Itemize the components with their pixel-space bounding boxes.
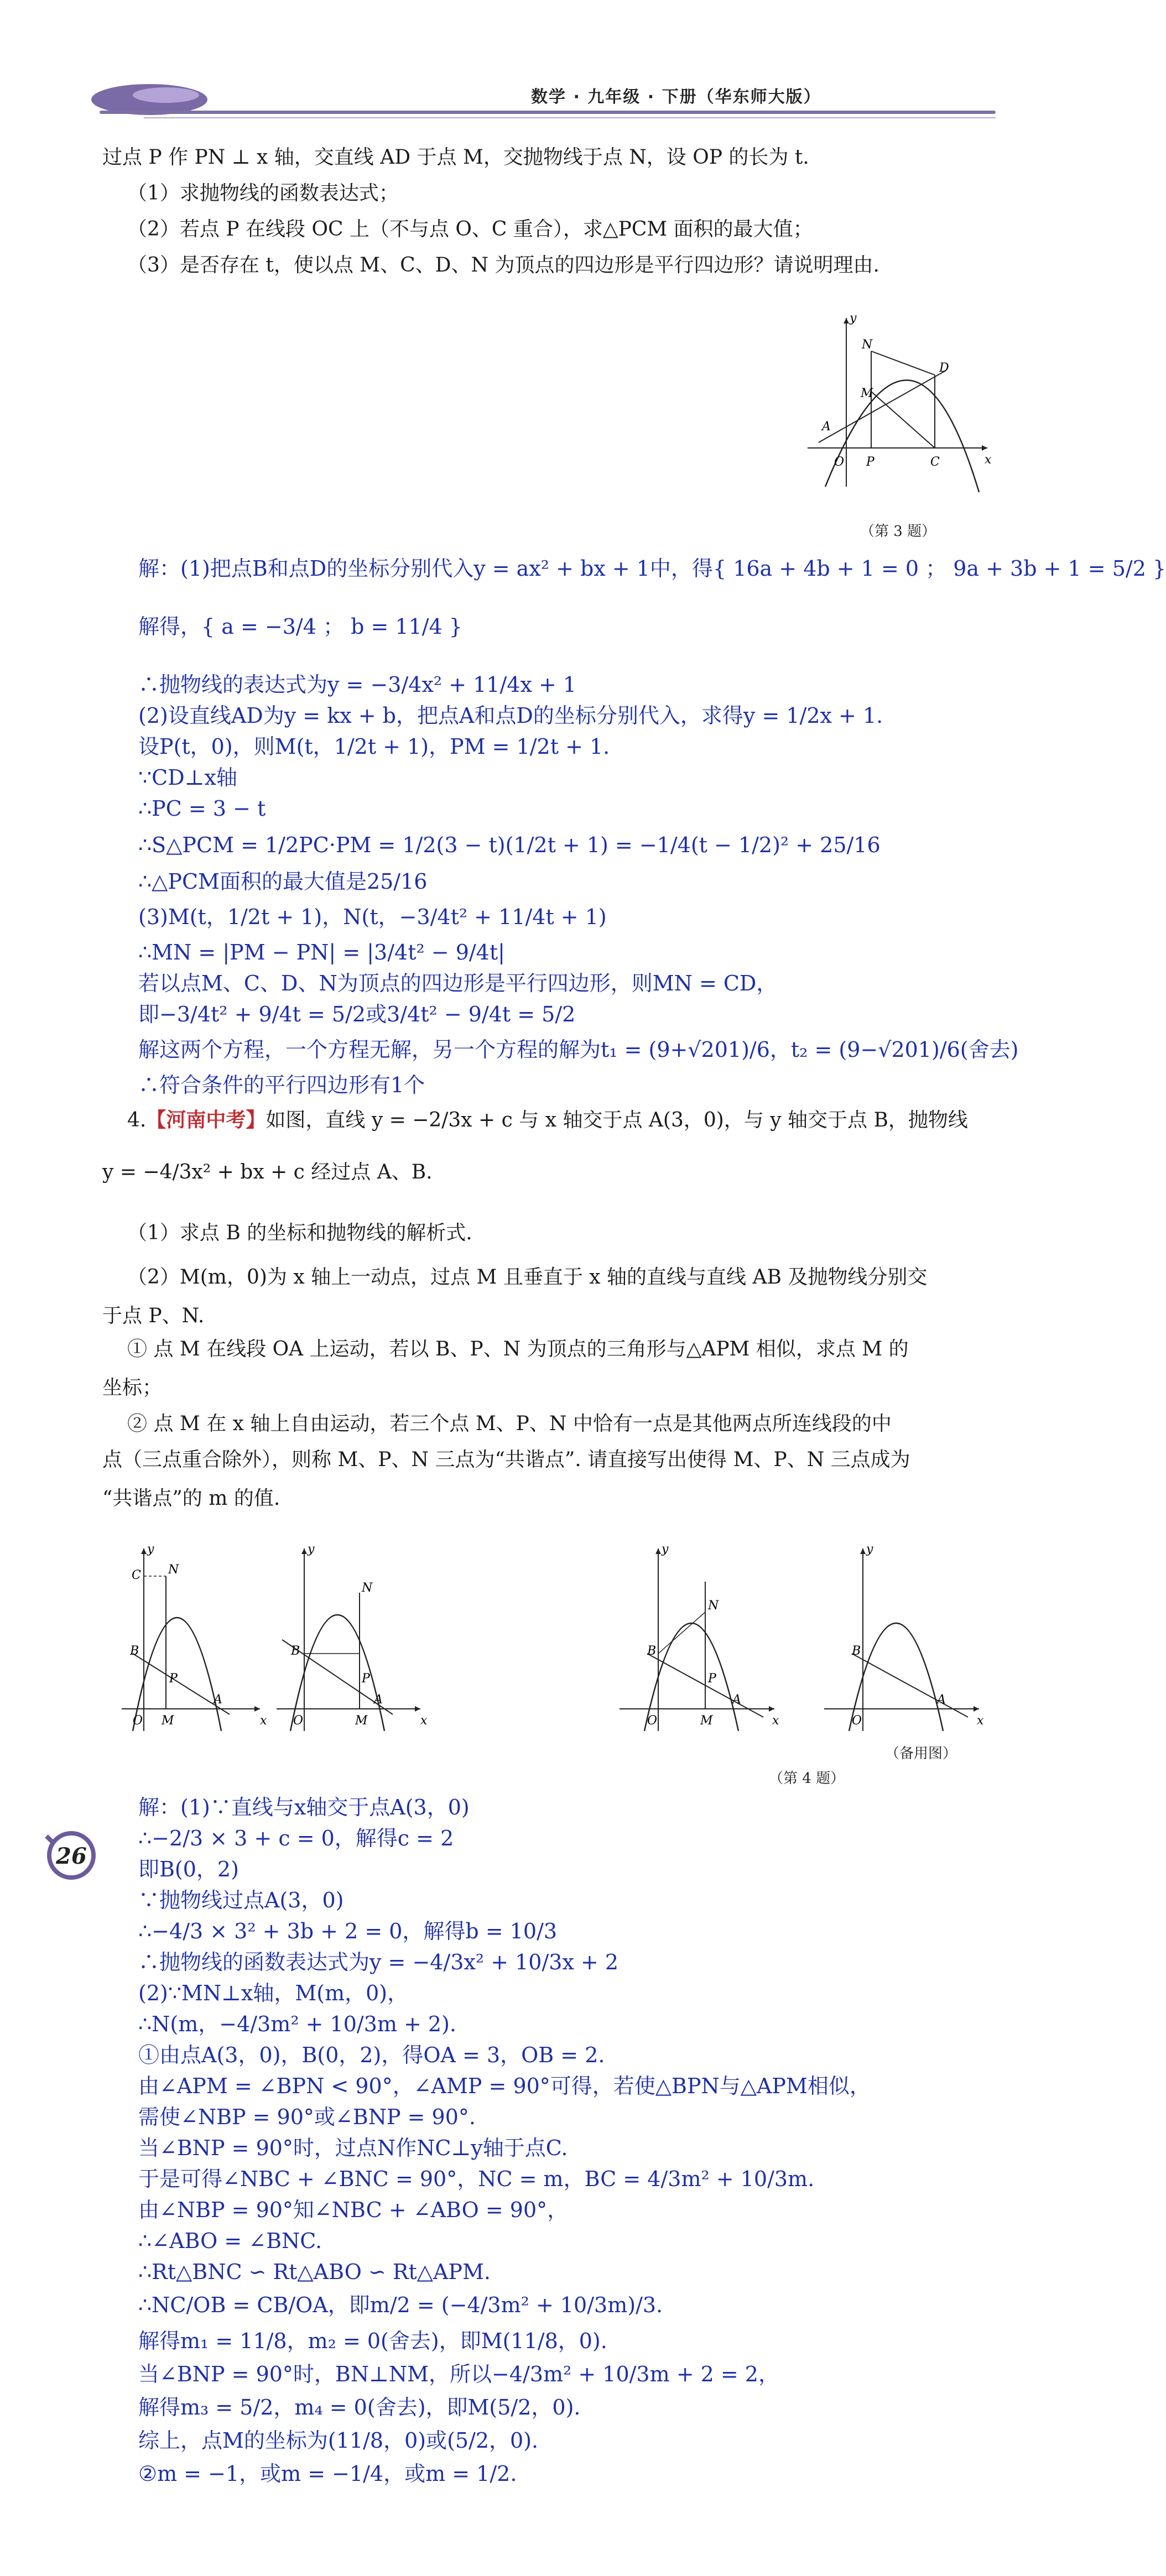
fig3-label-n: N xyxy=(862,338,873,352)
fig3-label-x: x xyxy=(985,453,992,467)
solution3-line: 若以点M、C、D、N为顶点的四边形是平行四边形，则MN = CD， xyxy=(138,971,778,995)
fig3-label-y: y xyxy=(850,311,857,325)
svg-text:y: y xyxy=(308,1542,315,1556)
problem4-q2a: （2）M(m，0)为 x 轴上一动点，过点 M 且垂直于 x 轴的直线与直线 AB 及抛物线分别交 xyxy=(127,1266,928,1289)
problem4-figure-3 xyxy=(608,1537,785,1737)
solution4-line: 于是可得∠NBC + ∠BNC = 90°，NC = m，BC = 4/3m² + 10/3m. xyxy=(138,2167,815,2191)
solution3-line: 设P(t，0)，则M(t，1/2t + 1)，PM = 1/2t + 1. xyxy=(138,734,610,759)
svg-text:y: y xyxy=(866,1542,873,1556)
svg-text:O: O xyxy=(647,1714,658,1728)
solution4-line: ∴NC/OB = CB/OA，即m/2 = (−4/3m² + 10/3m)/3. xyxy=(138,2293,663,2317)
svg-text:M: M xyxy=(355,1714,368,1728)
solution3-line: ∴符合条件的平行四边形有1个 xyxy=(138,1073,425,1097)
solution4-line: ①由点A(3，0)，B(0，2)，得OA = 3，OB = 2. xyxy=(138,2043,605,2067)
solution4-line: ∴抛物线的函数表达式为y = −4/3x² + 10/3x + 2 xyxy=(138,1950,619,1974)
problem4-q1: （1）求点 B 的坐标和抛物线的解析式. xyxy=(127,1222,472,1244)
solution4-line: ∴Rt△BNC ∽ Rt△ABO ∽ Rt△APM. xyxy=(138,2260,491,2284)
solution3-line: ∴S△PCM = 1/2PC·PM = 1/2(3 − t)(1/2t + 1) = −1/4(t − 1/2)² + 25/16 xyxy=(138,833,881,857)
svg-text:B: B xyxy=(852,1644,861,1658)
fig3-label-p: P xyxy=(866,455,874,469)
solution4-line: 解得m₃ = 5/2，m₄ = 0(舍去)，即M(5/2，0). xyxy=(138,2395,581,2419)
svg-text:B: B xyxy=(130,1644,139,1658)
problem4-spare-caption: （备用图） xyxy=(885,1745,957,1762)
fig3-label-c: C xyxy=(930,455,940,469)
svg-text:O: O xyxy=(852,1714,862,1728)
svg-text:x: x xyxy=(420,1714,428,1728)
svg-text:N: N xyxy=(362,1581,373,1595)
solution4-line: 由∠APM = ∠BPN < 90°，∠AMP = 90°可得，若使△BPN与△APM相似， xyxy=(138,2074,871,2098)
solution4-line: 综上，点M的坐标为(11/8，0)或(5/2，0). xyxy=(138,2428,539,2453)
svg-text:A: A xyxy=(374,1693,383,1707)
svg-text:O: O xyxy=(133,1714,143,1728)
svg-text:B: B xyxy=(291,1644,300,1658)
svg-text:N: N xyxy=(708,1599,719,1613)
solution4-line: ∴N(m，−4/3m² + 10/3m + 2). xyxy=(138,2012,456,2036)
solution4-line: 当∠BNP = 90°时，BN⊥NM，所以−4/3m² + 10/3m + 2 = 2， xyxy=(138,2362,779,2386)
solution4-line: (2)∵MN⊥x轴，M(m，0)， xyxy=(138,1981,409,2005)
solution4-line: 解：(1)∵直线与x轴交于点A(3，0) xyxy=(138,1795,470,1819)
problem3-figure xyxy=(797,310,996,492)
problem3-figure-caption: （第 3 题） xyxy=(860,523,936,540)
solution3-line: ∴PC = 3 − t xyxy=(138,796,266,821)
problem4-stem1: 如图，直线 y = −2/3x + c 与 x 轴交于点 A(3，0)，与 y 轴交于点 B，抛物线 xyxy=(266,1109,968,1131)
problem4-figure-1 xyxy=(111,1537,277,1737)
svg-text:B: B xyxy=(647,1644,657,1658)
svg-text:P: P xyxy=(362,1672,370,1686)
fig3-label-d: D xyxy=(939,361,949,375)
svg-text:C: C xyxy=(132,1568,141,1582)
problem3-stem: 过点 P 作 PN ⊥ x 轴，交直线 AD 于点 M，交抛物线于点 N，设 OP 的长为 t. xyxy=(102,146,809,169)
problem4-sub2c: “共谐点”的 m 的值. xyxy=(102,1487,280,1510)
svg-text:P: P xyxy=(708,1672,716,1686)
solution4-line: 即B(0，2) xyxy=(138,1857,239,1881)
svg-text:P: P xyxy=(169,1672,178,1686)
problem4-figure-caption: （第 4 题） xyxy=(769,1770,845,1787)
svg-text:y: y xyxy=(147,1542,154,1556)
problem3-q3: （3）是否存在 t，使以点 M、C、D、N 为顶点的四边形是平行四边形？请说明理由. xyxy=(127,254,879,277)
solution4-line: ∵抛物线过点A(3，0) xyxy=(138,1888,344,1912)
solution3-line: 解：(1)把点B和点D的坐标分别代入y = ax² + bx + 1中，得{ 16a + 4b + 1 = 0 ； 9a + 3b + 1 = 5/2 } xyxy=(138,556,1166,581)
problem4-stem-line1 xyxy=(127,1103,968,1137)
svg-text:x: x xyxy=(260,1714,267,1728)
solution4-line: 需使∠NBP = 90°或∠BNP = 90°. xyxy=(138,2105,476,2129)
solution4-line: ②m = −1，或m = −1/4，或m = 1/2. xyxy=(138,2462,517,2486)
problem4-number: 4. xyxy=(127,1109,147,1131)
problem4-stem2: y = −4/3x² + bx + c 经过点 A、B. xyxy=(102,1161,433,1183)
solution4-line: 解得m₁ = 11/8，m₂ = 0(舍去)，即M(11/8，0). xyxy=(138,2329,607,2353)
problem3-q2: （2）若点 P 在线段 OC 上（不与点 O、C 重合），求△PCM 面积的最大值； xyxy=(127,218,813,241)
solution3-line: ∴MN = |PM − PN| = |3/4t² − 9/4t| xyxy=(138,940,505,964)
solution4-line: 当∠BNP = 90°时，过点N作NC⊥y轴于点C. xyxy=(138,2136,568,2160)
svg-text:A: A xyxy=(732,1693,741,1707)
header-title: 数学 · 九年级 · 下册（华东师大版） xyxy=(531,87,821,107)
page-number: 26 xyxy=(56,1843,87,1869)
problem4-sub1b: 坐标； xyxy=(102,1376,163,1399)
svg-text:x: x xyxy=(977,1714,984,1728)
fig3-label-m: M xyxy=(861,387,873,400)
solution3-line: 即−3/4t² + 9/4t = 5/2或3/4t² − 9/4t = 5/2 xyxy=(138,1002,576,1026)
fig3-label-o: O xyxy=(834,455,845,469)
svg-text:O: O xyxy=(293,1714,304,1728)
svg-text:M: M xyxy=(700,1714,713,1728)
solution3-line: (3)M(t，1/2t + 1)，N(t，−3/4t² + 11/4t + 1) xyxy=(138,905,607,929)
solution3-line: ∵CD⊥x轴 xyxy=(138,765,237,790)
problem4-q2b: 于点 P、N. xyxy=(102,1305,205,1327)
solution3-line: ∴抛物线的表达式为y = −3/4x² + 11/4x + 1 xyxy=(138,672,577,697)
solution4-line: ∴−2/3 × 3 + c = 0，解得c = 2 xyxy=(138,1826,454,1850)
problem4-source-tag: 【河南中考】 xyxy=(146,1108,266,1131)
svg-text:A: A xyxy=(937,1693,946,1707)
solution3-line: 解得，{ a = −3/4 ； b = 11/4 } xyxy=(138,614,462,639)
problem4-figure-2 xyxy=(271,1537,437,1737)
problem4-sub2a: ② 点 M 在 x 轴上自由运动，若三个点 M、P、N 中恰有一点是其他两点所连线段的中 xyxy=(127,1412,892,1435)
solution3-line: ∴△PCM面积的最大值是25/16 xyxy=(138,869,428,894)
problem4-sub2b: 点（三点重合除外），则称 M、P、N 三点为“共谐点”. 请直接写出使得 M、P、N 三点成为 xyxy=(102,1448,910,1471)
svg-text:N: N xyxy=(168,1563,179,1577)
problem3-q1: （1）求抛物线的函数表达式； xyxy=(127,182,399,205)
solution3-line: (2)设直线AD为y = kx + b，把点A和点D的坐标分别代入，求得y = 1/2x + 1. xyxy=(138,703,883,728)
solution4-line: 由∠NBP = 90°知∠NBC + ∠ABO = 90°， xyxy=(138,2198,569,2222)
solution3-line: 解这两个方程，一个方程无解，另一个方程的解为t₁ = (9+√201)/6，t₂ = (9−√201)/6(舍去) xyxy=(138,1037,1019,1062)
svg-text:y: y xyxy=(662,1542,669,1556)
svg-text:M: M xyxy=(162,1714,174,1728)
problem4-sub1a: ① 点 M 在线段 OA 上运动，若以 B、P、N 为顶点的三角形与△APM 相似，求点 M 的 xyxy=(127,1338,909,1360)
svg-text:A: A xyxy=(214,1693,222,1707)
problem4-figure-spare xyxy=(813,1537,990,1737)
svg-text:x: x xyxy=(772,1714,779,1728)
solution4-line: ∴−4/3 × 3² + 3b + 2 = 0，解得b = 10/3 xyxy=(138,1919,558,1943)
page-number-badge-icon xyxy=(41,1825,102,1886)
fig3-label-a: A xyxy=(822,420,831,434)
solution4-line: ∴∠ABO = ∠BNC. xyxy=(138,2229,322,2253)
